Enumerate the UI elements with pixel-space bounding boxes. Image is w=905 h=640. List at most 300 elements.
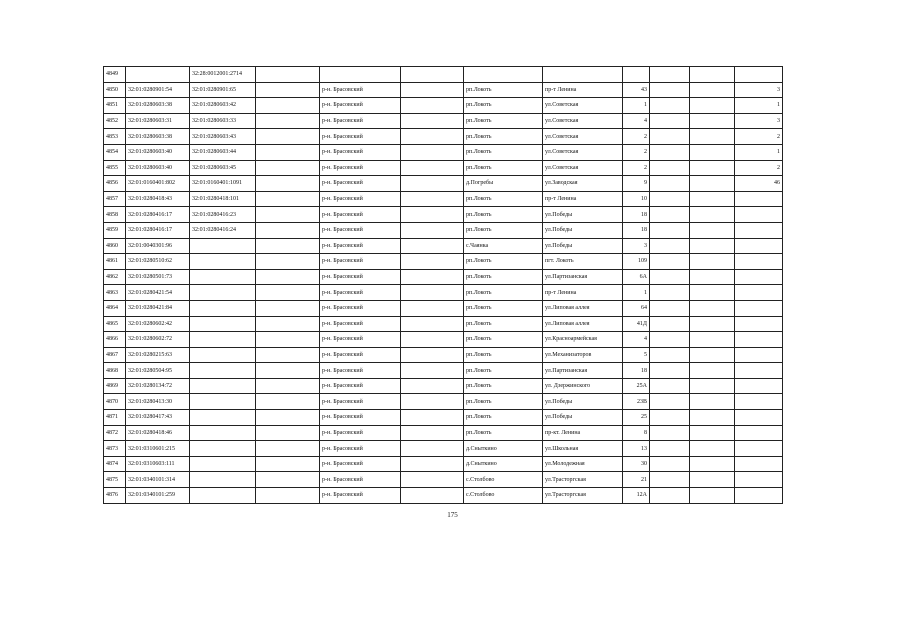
empty-cell [690, 300, 735, 316]
empty-cell [256, 207, 320, 223]
row-number-cell: 4865 [104, 316, 126, 332]
cadastral-number-cell: 32:01:0280603:40 [126, 160, 190, 176]
parent-cadastral-number-cell: 32:01:0280603:33 [190, 113, 256, 129]
empty-cell [650, 472, 690, 488]
empty-cell [401, 129, 464, 145]
table-row [104, 332, 783, 348]
district-cell: р-н. Брасовский [320, 316, 401, 332]
settlement-cell: рп.Локоть [464, 207, 543, 223]
table-row [104, 472, 783, 488]
house-number-cell: 5 [623, 347, 650, 363]
street-cell: ул.Советская [543, 113, 623, 129]
row-number-cell: 4864 [104, 300, 126, 316]
apartment-number-cell [735, 254, 783, 270]
apartment-number-cell [735, 238, 783, 254]
street-cell: ул.Трасторгская [543, 488, 623, 504]
empty-cell [650, 207, 690, 223]
page-number: 175 [447, 511, 458, 519]
cadastral-number-cell: 32:01:0280603:40 [126, 144, 190, 160]
settlement-cell: рп.Локоть [464, 129, 543, 145]
parent-cadastral-number-cell: 32:01:0280901:65 [190, 82, 256, 98]
empty-cell [690, 285, 735, 301]
parent-cadastral-number-cell: 32:01:0280416:23 [190, 207, 256, 223]
house-number-cell: 25 [623, 410, 650, 426]
parent-cadastral-number-cell [190, 488, 256, 504]
empty-cell [401, 207, 464, 223]
street-cell: ул.Красноармейская [543, 332, 623, 348]
street-cell: ул. Дзержинского [543, 378, 623, 394]
empty-cell [650, 191, 690, 207]
empty-cell [650, 82, 690, 98]
settlement-cell: рп.Локоть [464, 285, 543, 301]
street-cell: ул.Липовая аллея [543, 300, 623, 316]
apartment-number-cell: 2 [735, 129, 783, 145]
street-cell: ул.Победы [543, 207, 623, 223]
apartment-number-cell [735, 363, 783, 379]
row-number-cell: 4858 [104, 207, 126, 223]
house-number-cell [623, 67, 650, 83]
parent-cadastral-number-cell [190, 441, 256, 457]
district-cell: р-н. Брасовский [320, 425, 401, 441]
table-row [104, 269, 783, 285]
empty-cell [401, 472, 464, 488]
settlement-cell: д.Сныткино [464, 456, 543, 472]
empty-cell [256, 191, 320, 207]
empty-cell [650, 394, 690, 410]
house-number-cell: 1 [623, 98, 650, 114]
empty-cell [256, 222, 320, 238]
row-number-cell: 4861 [104, 254, 126, 270]
apartment-number-cell [735, 456, 783, 472]
empty-cell [401, 410, 464, 426]
cadastral-number-cell: 32:01:0280215:63 [126, 347, 190, 363]
table-row [104, 378, 783, 394]
empty-cell [256, 316, 320, 332]
cadastral-number-cell: 32:01:0310603:111 [126, 456, 190, 472]
empty-cell [256, 441, 320, 457]
empty-cell [690, 82, 735, 98]
table-row [104, 222, 783, 238]
settlement-cell: рп.Локоть [464, 222, 543, 238]
district-cell: р-н. Брасовский [320, 456, 401, 472]
cadastral-number-cell: 32:01:0340101:314 [126, 472, 190, 488]
cadastral-number-cell: 32:01:0280421:84 [126, 300, 190, 316]
parent-cadastral-number-cell [190, 425, 256, 441]
empty-cell [650, 254, 690, 270]
house-number-cell: 21 [623, 472, 650, 488]
table-row [104, 300, 783, 316]
parent-cadastral-number-cell [190, 254, 256, 270]
empty-cell [690, 441, 735, 457]
table-row [104, 316, 783, 332]
street-cell: пр-т Ленина [543, 191, 623, 207]
district-cell [320, 67, 401, 83]
house-number-cell: 6А [623, 269, 650, 285]
empty-cell [690, 129, 735, 145]
empty-cell [256, 410, 320, 426]
house-number-cell: 2 [623, 129, 650, 145]
settlement-cell: рп.Локоть [464, 378, 543, 394]
apartment-number-cell [735, 441, 783, 457]
parent-cadastral-number-cell [190, 347, 256, 363]
apartment-number-cell [735, 347, 783, 363]
empty-cell [256, 269, 320, 285]
table-row [104, 394, 783, 410]
empty-cell [401, 332, 464, 348]
house-number-cell: 25А [623, 378, 650, 394]
empty-cell [690, 238, 735, 254]
table-row [104, 488, 783, 504]
row-number-cell: 4850 [104, 82, 126, 98]
district-cell: р-н. Брасовский [320, 129, 401, 145]
cadastral-number-cell: 32:01:0280416:17 [126, 222, 190, 238]
district-cell: р-н. Брасовский [320, 410, 401, 426]
row-number-cell: 4854 [104, 144, 126, 160]
parent-cadastral-number-cell [190, 378, 256, 394]
table-row [104, 425, 783, 441]
district-cell: р-н. Брасовский [320, 98, 401, 114]
empty-cell [690, 191, 735, 207]
apartment-number-cell [735, 67, 783, 83]
empty-cell [650, 378, 690, 394]
cadastral-number-cell: 32:01:0280418:46 [126, 425, 190, 441]
parent-cadastral-number-cell [190, 472, 256, 488]
parent-cadastral-number-cell [190, 456, 256, 472]
cadastral-number-cell: 32:01:0340101:259 [126, 488, 190, 504]
apartment-number-cell: 3 [735, 113, 783, 129]
settlement-cell: рп.Локоть [464, 191, 543, 207]
parent-cadastral-number-cell: 32:01:0280603:45 [190, 160, 256, 176]
cadastral-number-cell: 32:01:0280901:54 [126, 82, 190, 98]
registry-table [103, 66, 783, 504]
parent-cadastral-number-cell [190, 316, 256, 332]
settlement-cell: с.Столбово [464, 488, 543, 504]
settlement-cell: рп.Локоть [464, 269, 543, 285]
empty-cell [256, 394, 320, 410]
empty-cell [690, 488, 735, 504]
house-number-cell: 2 [623, 144, 650, 160]
empty-cell [256, 129, 320, 145]
parent-cadastral-number-cell [190, 300, 256, 316]
street-cell: ул.Советская [543, 160, 623, 176]
empty-cell [401, 98, 464, 114]
street-cell: ул.Липовая аллея [543, 316, 623, 332]
row-number-cell: 4873 [104, 441, 126, 457]
district-cell: р-н. Брасовский [320, 378, 401, 394]
apartment-number-cell [735, 472, 783, 488]
empty-cell [401, 441, 464, 457]
table-row [104, 191, 783, 207]
table-row [104, 67, 783, 83]
row-number-cell: 4853 [104, 129, 126, 145]
parent-cadastral-number-cell [190, 363, 256, 379]
district-cell: р-н. Брасовский [320, 191, 401, 207]
empty-cell [650, 98, 690, 114]
parent-cadastral-number-cell: 32:01:0280603:42 [190, 98, 256, 114]
parent-cadastral-number-cell [190, 394, 256, 410]
parent-cadastral-number-cell: 32:01:0280603:44 [190, 144, 256, 160]
empty-cell [650, 410, 690, 426]
table-row [104, 176, 783, 192]
house-number-cell: 109 [623, 254, 650, 270]
street-cell: ул.Механизаторов [543, 347, 623, 363]
empty-cell [256, 67, 320, 83]
house-number-cell: 64 [623, 300, 650, 316]
house-number-cell: 10 [623, 191, 650, 207]
empty-cell [256, 425, 320, 441]
empty-cell [401, 113, 464, 129]
street-cell: ул.Партизанская [543, 269, 623, 285]
empty-cell [256, 254, 320, 270]
settlement-cell: рп.Локоть [464, 82, 543, 98]
empty-cell [690, 425, 735, 441]
table-body [104, 67, 783, 504]
empty-cell [690, 332, 735, 348]
table-row [104, 456, 783, 472]
empty-cell [650, 456, 690, 472]
row-number-cell: 4867 [104, 347, 126, 363]
street-cell: ул.Победы [543, 410, 623, 426]
cadastral-number-cell: 32:01:0280413:30 [126, 394, 190, 410]
house-number-cell: 3 [623, 238, 650, 254]
settlement-cell: д.Сныткино [464, 441, 543, 457]
empty-cell [650, 363, 690, 379]
cadastral-number-cell: 32:01:0280418:43 [126, 191, 190, 207]
house-number-cell: 41Д [623, 316, 650, 332]
parent-cadastral-number-cell [190, 269, 256, 285]
empty-cell [650, 269, 690, 285]
street-cell: ул.Победы [543, 238, 623, 254]
street-cell: ул.Советская [543, 144, 623, 160]
street-cell: ул.Победы [543, 394, 623, 410]
empty-cell [401, 269, 464, 285]
empty-cell [690, 410, 735, 426]
empty-cell [650, 488, 690, 504]
house-number-cell: 18 [623, 207, 650, 223]
row-number-cell: 4875 [104, 472, 126, 488]
table-row [104, 238, 783, 254]
empty-cell [401, 144, 464, 160]
house-number-cell: 1 [623, 285, 650, 301]
empty-cell [690, 207, 735, 223]
empty-cell [401, 222, 464, 238]
street-cell: ул.Заводская [543, 176, 623, 192]
district-cell: р-н. Брасовский [320, 332, 401, 348]
settlement-cell: рп.Локоть [464, 113, 543, 129]
district-cell: р-н. Брасовский [320, 394, 401, 410]
settlement-cell: рп.Локоть [464, 425, 543, 441]
district-cell: р-н. Брасовский [320, 254, 401, 270]
row-number-cell: 4857 [104, 191, 126, 207]
empty-cell [690, 113, 735, 129]
apartment-number-cell [735, 410, 783, 426]
empty-cell [690, 394, 735, 410]
empty-cell [650, 316, 690, 332]
street-cell: пр-т Ленина [543, 285, 623, 301]
row-number-cell: 4860 [104, 238, 126, 254]
settlement-cell [464, 67, 543, 83]
settlement-cell: рп.Локоть [464, 316, 543, 332]
district-cell: р-н. Брасовский [320, 82, 401, 98]
parent-cadastral-number-cell [190, 238, 256, 254]
empty-cell [401, 316, 464, 332]
empty-cell [401, 254, 464, 270]
house-number-cell: 8 [623, 425, 650, 441]
empty-cell [401, 285, 464, 301]
apartment-number-cell: 1 [735, 144, 783, 160]
empty-cell [401, 425, 464, 441]
empty-cell [690, 254, 735, 270]
empty-cell [650, 113, 690, 129]
apartment-number-cell [735, 425, 783, 441]
cadastral-number-cell [126, 67, 190, 83]
parent-cadastral-number-cell: 32:01:0280416:24 [190, 222, 256, 238]
parent-cadastral-number-cell [190, 410, 256, 426]
empty-cell [650, 441, 690, 457]
settlement-cell: рп.Локоть [464, 410, 543, 426]
district-cell: р-н. Брасовский [320, 347, 401, 363]
district-cell: р-н. Брасовский [320, 238, 401, 254]
empty-cell [650, 129, 690, 145]
apartment-number-cell: 3 [735, 82, 783, 98]
empty-cell [690, 67, 735, 83]
district-cell: р-н. Брасовский [320, 441, 401, 457]
apartment-number-cell [735, 207, 783, 223]
apartment-number-cell [735, 488, 783, 504]
house-number-cell: 4 [623, 113, 650, 129]
cadastral-number-cell: 32:01:0280602:42 [126, 316, 190, 332]
apartment-number-cell [735, 191, 783, 207]
table-row [104, 160, 783, 176]
cadastral-number-cell: 32:01:0280510:62 [126, 254, 190, 270]
empty-cell [401, 456, 464, 472]
empty-cell [690, 98, 735, 114]
empty-cell [401, 160, 464, 176]
apartment-number-cell [735, 332, 783, 348]
row-number-cell: 4856 [104, 176, 126, 192]
row-number-cell: 4871 [104, 410, 126, 426]
table-row [104, 285, 783, 301]
row-number-cell: 4863 [104, 285, 126, 301]
empty-cell [401, 488, 464, 504]
empty-cell [256, 238, 320, 254]
house-number-cell: 23В [623, 394, 650, 410]
row-number-cell: 4859 [104, 222, 126, 238]
parent-cadastral-number-cell: 32:01:0160401:1091 [190, 176, 256, 192]
empty-cell [401, 67, 464, 83]
apartment-number-cell: 1 [735, 98, 783, 114]
cadastral-number-cell: 32:01:0280504:95 [126, 363, 190, 379]
district-cell: р-н. Брасовский [320, 113, 401, 129]
street-cell: ул.Трасторгская [543, 472, 623, 488]
house-number-cell: 4 [623, 332, 650, 348]
row-number-cell: 4876 [104, 488, 126, 504]
table-row [104, 363, 783, 379]
settlement-cell: с.Чаянка [464, 238, 543, 254]
district-cell: р-н. Брасовский [320, 300, 401, 316]
row-number-cell: 4869 [104, 378, 126, 394]
empty-cell [650, 67, 690, 83]
empty-cell [256, 144, 320, 160]
empty-cell [401, 300, 464, 316]
empty-cell [650, 300, 690, 316]
cadastral-number-cell: 32:01:0280421:54 [126, 285, 190, 301]
cadastral-number-cell: 32:01:0040301:96 [126, 238, 190, 254]
empty-cell [650, 285, 690, 301]
empty-cell [650, 332, 690, 348]
empty-cell [690, 472, 735, 488]
district-cell: р-н. Брасовский [320, 363, 401, 379]
parent-cadastral-number-cell: 32:01:0280418:101 [190, 191, 256, 207]
table-row [104, 129, 783, 145]
empty-cell [401, 238, 464, 254]
empty-cell [256, 456, 320, 472]
empty-cell [690, 456, 735, 472]
table-row [104, 207, 783, 223]
row-number-cell: 4855 [104, 160, 126, 176]
cadastral-number-cell: 32:01:0280417:43 [126, 410, 190, 426]
row-number-cell: 4872 [104, 425, 126, 441]
row-number-cell: 4862 [104, 269, 126, 285]
empty-cell [401, 191, 464, 207]
district-cell: р-н. Брасовский [320, 472, 401, 488]
empty-cell [650, 222, 690, 238]
apartment-number-cell [735, 285, 783, 301]
empty-cell [401, 82, 464, 98]
apartment-number-cell [735, 300, 783, 316]
empty-cell [256, 332, 320, 348]
empty-cell [690, 160, 735, 176]
street-cell: пгт. Локоть [543, 254, 623, 270]
row-number-cell: 4866 [104, 332, 126, 348]
district-cell: р-н. Брасовский [320, 269, 401, 285]
table-row [104, 410, 783, 426]
row-number-cell: 4851 [104, 98, 126, 114]
district-cell: р-н. Брасовский [320, 207, 401, 223]
house-number-cell: 43 [623, 82, 650, 98]
cadastral-number-cell: 32:01:0280134:72 [126, 378, 190, 394]
street-cell [543, 67, 623, 83]
cadastral-number-cell: 32:01:0280603:38 [126, 98, 190, 114]
table-row [104, 98, 783, 114]
empty-cell [690, 363, 735, 379]
empty-cell [690, 378, 735, 394]
empty-cell [690, 176, 735, 192]
apartment-number-cell [735, 378, 783, 394]
empty-cell [256, 285, 320, 301]
apartment-number-cell [735, 394, 783, 410]
settlement-cell: рп.Локоть [464, 98, 543, 114]
street-cell: ул.Советская [543, 129, 623, 145]
house-number-cell: 12А [623, 488, 650, 504]
empty-cell [256, 472, 320, 488]
table-row [104, 144, 783, 160]
parent-cadastral-number-cell: 32:01:0280603:43 [190, 129, 256, 145]
table-row [104, 347, 783, 363]
table-row [104, 441, 783, 457]
empty-cell [256, 82, 320, 98]
row-number-cell: 4852 [104, 113, 126, 129]
empty-cell [256, 98, 320, 114]
house-number-cell: 13 [623, 441, 650, 457]
cadastral-number-cell: 32:01:0280416:17 [126, 207, 190, 223]
settlement-cell: рп.Локоть [464, 394, 543, 410]
house-number-cell: 30 [623, 456, 650, 472]
street-cell: пр-кт. Ленина [543, 425, 623, 441]
settlement-cell: рп.Локоть [464, 300, 543, 316]
district-cell: р-н. Брасовский [320, 160, 401, 176]
empty-cell [256, 488, 320, 504]
